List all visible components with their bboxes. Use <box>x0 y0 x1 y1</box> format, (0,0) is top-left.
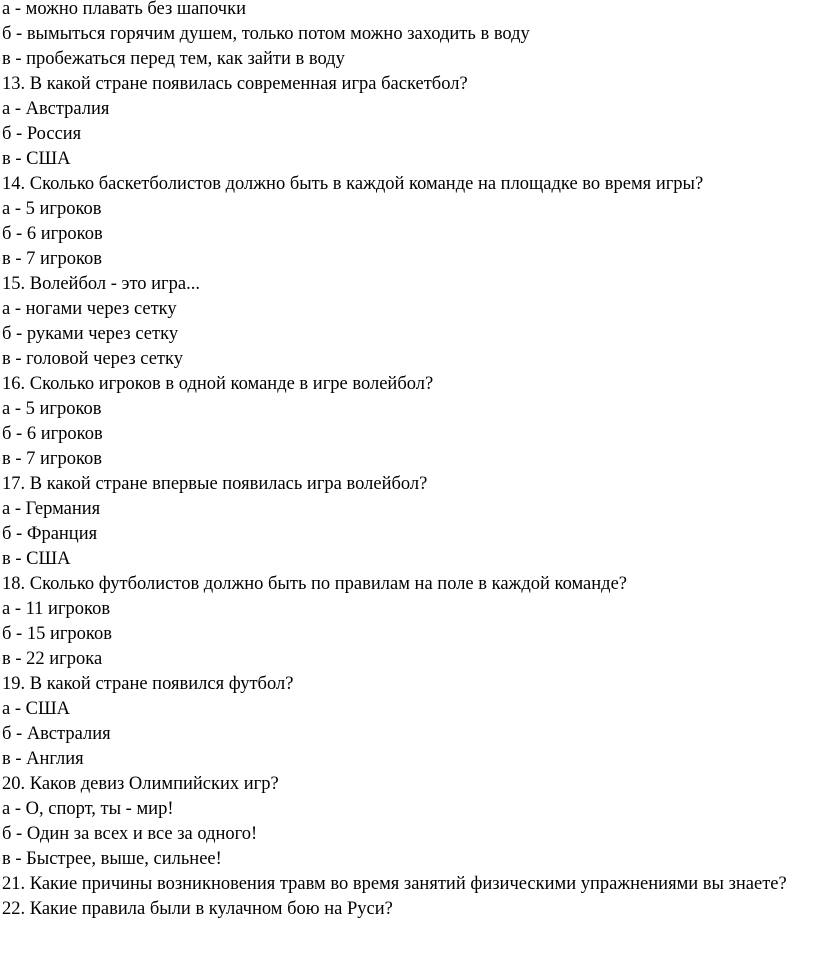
answer-option-b-q17: б - Франция <box>2 524 98 544</box>
question-22: 22. Какие правила были в кулачном бою на Руси? <box>2 899 393 919</box>
answer-option-c-q15: в - головой через сетку <box>2 349 183 369</box>
question-18: 18. Сколько футболистов должно быть по правилам на поле в каждой команде? <box>2 574 627 594</box>
answer-option-c-q19: в - Англия <box>2 749 84 769</box>
answer-option-b-q14: б - 6 игроков <box>2 224 103 244</box>
answer-option-b-q19: б - Австралия <box>2 724 111 744</box>
answer-option-c-q13: в - США <box>2 149 71 169</box>
answer-option-a-q17: а - Германия <box>2 499 101 519</box>
question-13: 13. В какой стране появилась современная игра баскетбол? <box>2 74 468 94</box>
answer-option-a-q13: а - Австралия <box>2 99 110 119</box>
answer-option-b-q20: б - Один за всех и все за одного! <box>2 824 258 844</box>
document-page <box>2 0 814 922</box>
answer-option-b-q18: б - 15 игроков <box>2 624 112 644</box>
answer-option-c-q16: в - 7 игроков <box>2 449 103 469</box>
answer-option-c-q17: в - США <box>2 549 71 569</box>
answer-option-a-q12: а - можно плавать без шапочки <box>2 0 247 19</box>
question-16: 16. Сколько игроков в одной команде в игре волейбол? <box>2 374 434 394</box>
question-17: 17. В какой стране впервые появилась игра волейбол? <box>2 474 428 494</box>
answer-option-a-q16: а - 5 игроков <box>2 399 102 419</box>
answer-option-b-q13: б - Россия <box>2 124 82 144</box>
question-19: 19. В какой стране появился футбол? <box>2 674 294 694</box>
answer-option-c-q20: в - Быстрее, выше, сильнее! <box>2 849 222 869</box>
answer-option-b-q15: б - руками через сетку <box>2 324 179 344</box>
answer-option-c-q18: в - 22 игрока <box>2 649 103 669</box>
answer-option-c-q12: в - пробежаться перед тем, как зайти в воду <box>2 49 345 69</box>
answer-option-c-q14: в - 7 игроков <box>2 249 103 269</box>
question-21: 21. Какие причины возникновения травм во время занятий физическими упражнениями вы знаете? <box>2 874 787 894</box>
answer-option-a-q15: а - ногами через сетку <box>2 299 177 319</box>
question-14: 14. Сколько баскетболистов должно быть в каждой команде на площадке во время игры? <box>2 174 704 194</box>
answer-option-a-q14: а - 5 игроков <box>2 199 102 219</box>
answer-option-a-q20: а - О, спорт, ты - мир! <box>2 799 174 819</box>
answer-option-b-q16: б - 6 игроков <box>2 424 103 444</box>
answer-option-b-q12: б - вымыться горячим душем, только потом можно заходить в воду <box>2 24 530 44</box>
question-15: 15. Волейбол - это игра... <box>2 274 200 294</box>
answer-option-a-q18: а - 11 игроков <box>2 599 111 619</box>
answer-option-a-q19: а - США <box>2 699 70 719</box>
question-20: 20. Каков девиз Олимпийских игр? <box>2 774 279 794</box>
